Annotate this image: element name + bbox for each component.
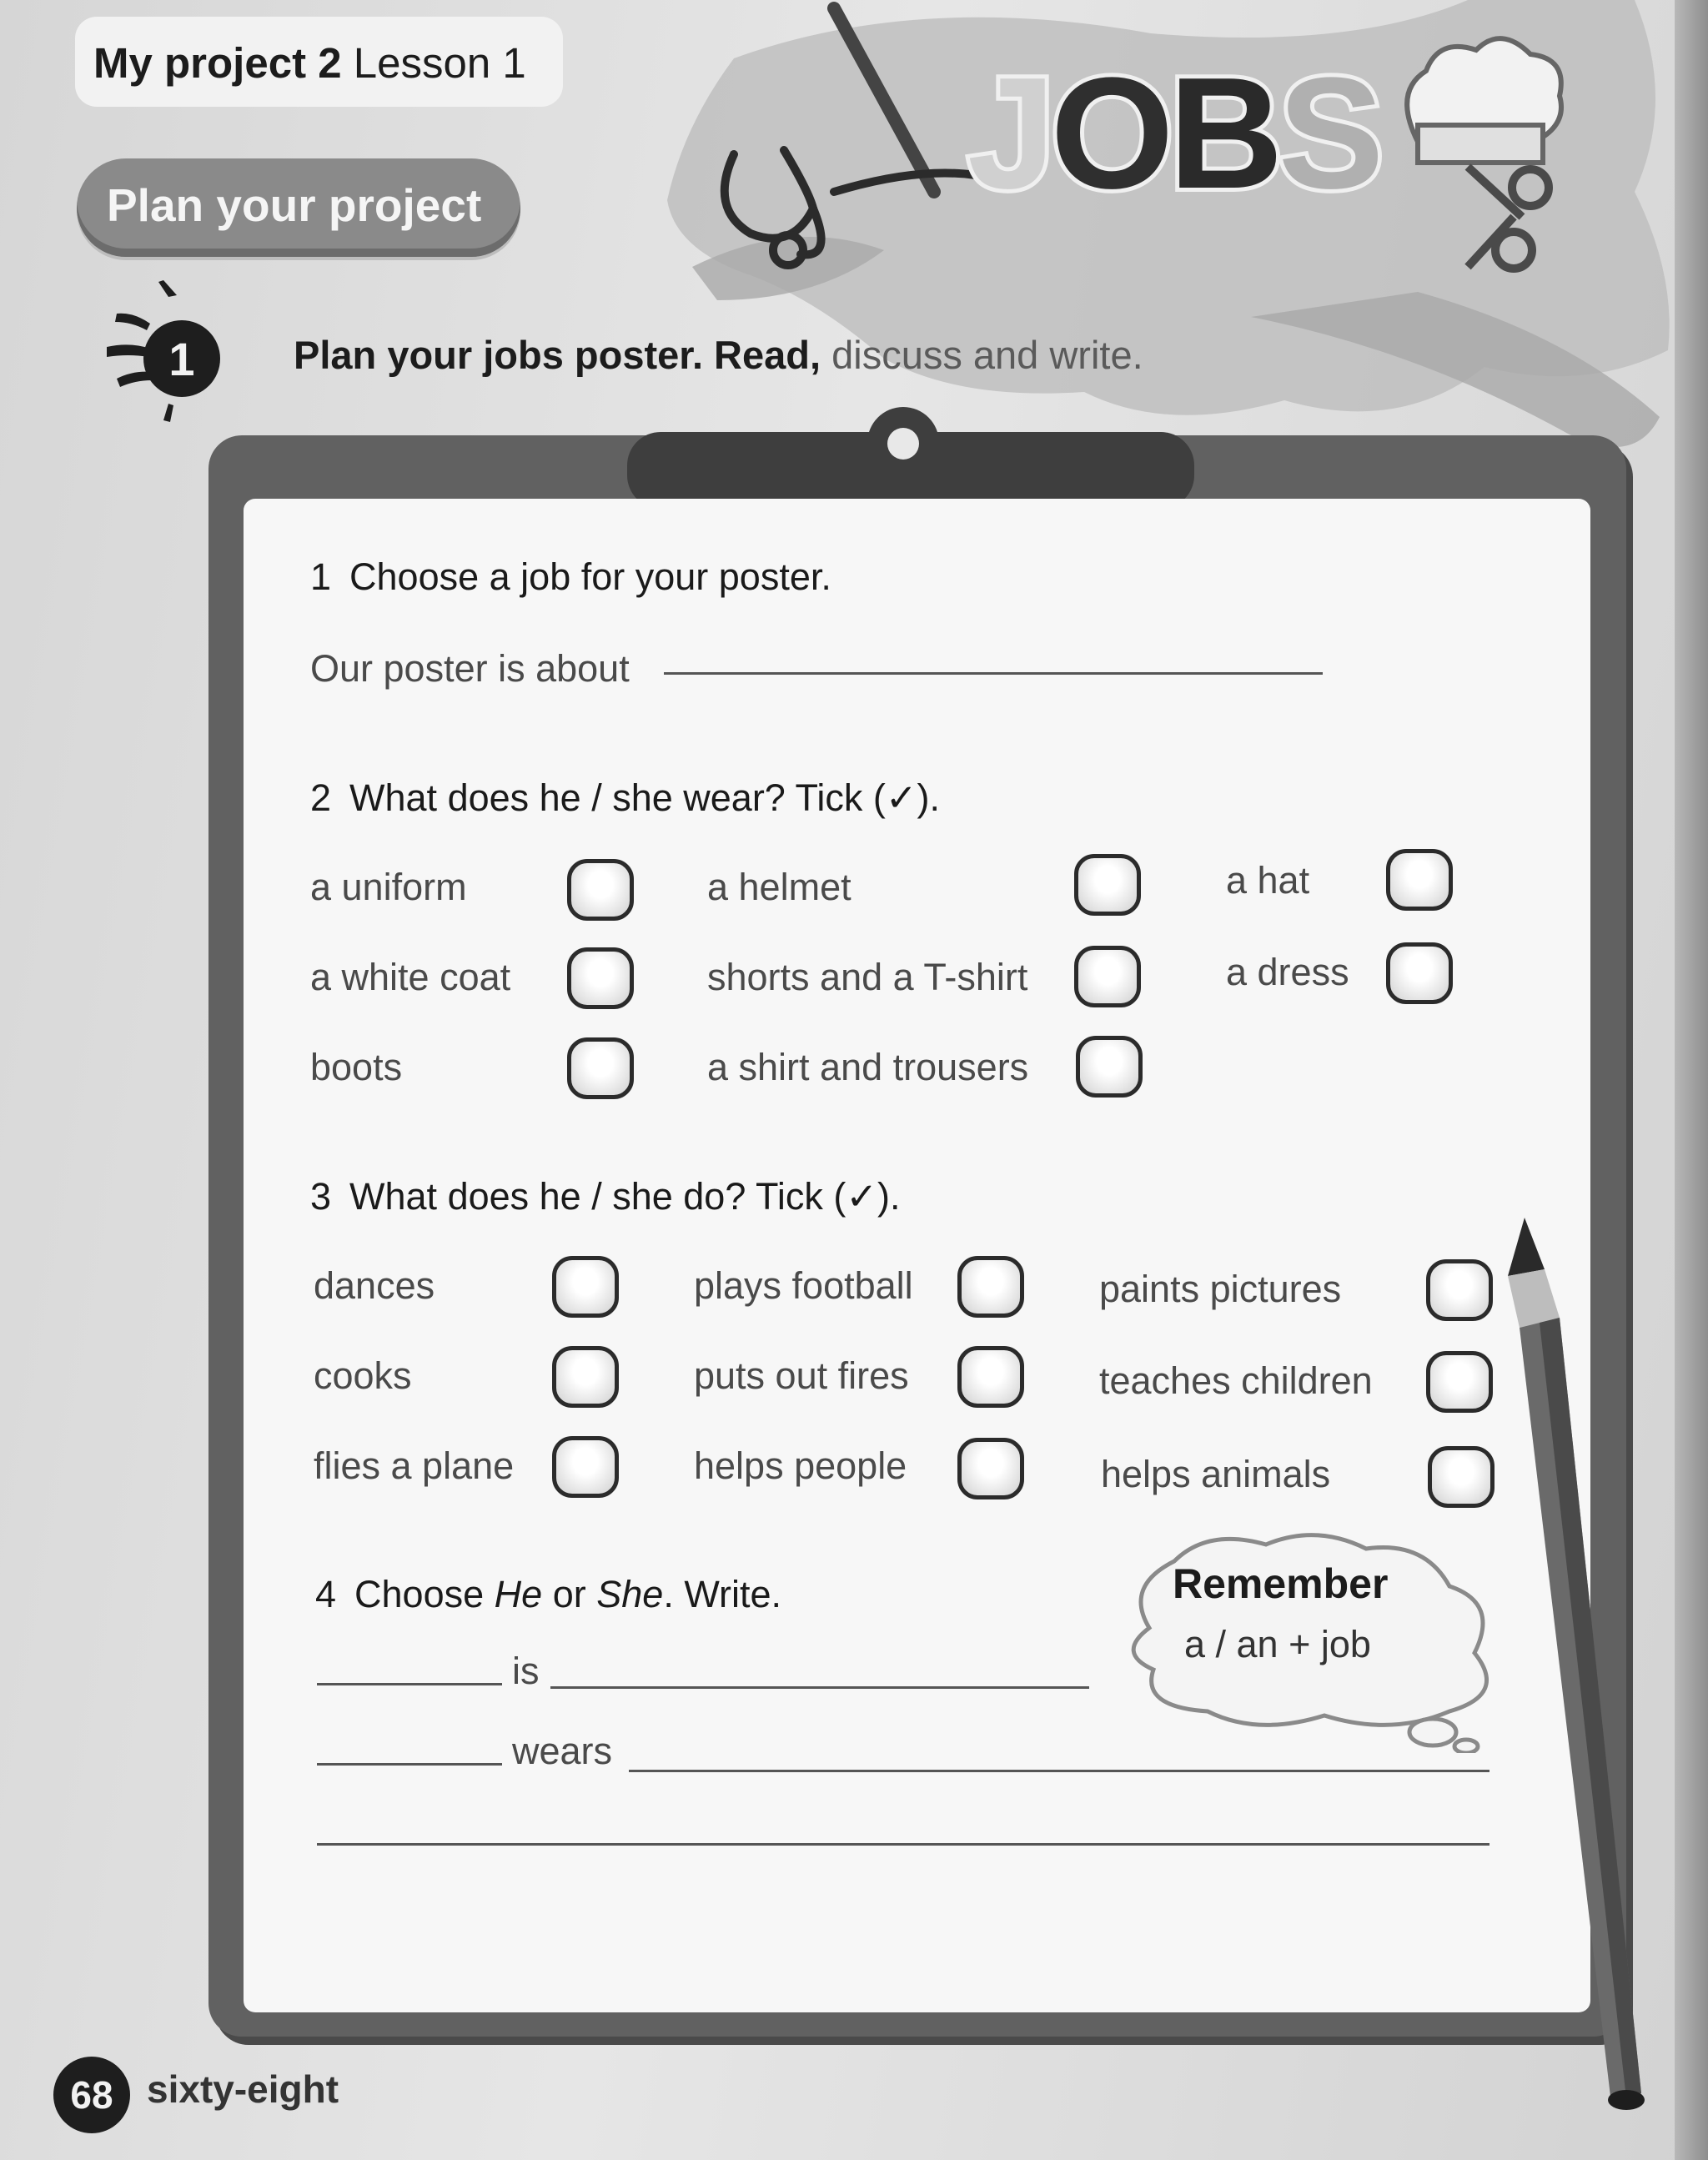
pronoun-answer-line-2[interactable] [317, 1763, 502, 1766]
tick-box-uniform[interactable] [567, 859, 634, 921]
tick-box-dress[interactable] [1386, 942, 1453, 1004]
tick-box-teaches-children[interactable] [1426, 1351, 1493, 1413]
remember-title: Remember [1173, 1560, 1389, 1607]
tick-box-flies-plane[interactable] [552, 1436, 619, 1498]
extra-answer-line[interactable] [317, 1843, 1489, 1846]
tick-box-cooks[interactable] [552, 1346, 619, 1408]
tick-box-hat[interactable] [1386, 849, 1453, 911]
tick-box-shorts-tshirt[interactable] [1074, 946, 1141, 1007]
remember-rule: a / an + job [1184, 1623, 1371, 1665]
clothes-answer-line[interactable] [629, 1770, 1489, 1772]
poster-about-answer-line[interactable] [664, 672, 1323, 675]
poster-about-prompt: Our poster is about [310, 647, 630, 690]
svg-text:JOBS: JOBS [967, 45, 1379, 222]
tick-box-paints-pictures[interactable] [1426, 1259, 1493, 1321]
job-answer-line[interactable] [550, 1686, 1089, 1689]
tick-box-white-coat[interactable] [567, 947, 634, 1009]
plan-your-project-label: Plan your project [107, 179, 482, 231]
do-option-label: plays football [694, 1264, 913, 1307]
tick-box-dances[interactable] [552, 1256, 619, 1318]
tick-box-boots[interactable] [567, 1037, 634, 1099]
section-1-heading: 1 Choose a job for your poster. [310, 555, 831, 598]
hand-number-icon [100, 280, 225, 422]
svg-text:1: 1 [168, 333, 195, 385]
do-option-label: helps animals [1101, 1453, 1331, 1495]
do-option-label: cooks [314, 1354, 412, 1397]
wear-option-label: a white coat [310, 956, 511, 998]
page-number-words: sixty-eight [147, 2067, 339, 2111]
tick-box-helmet[interactable] [1074, 854, 1141, 916]
lesson-header-title: My project 2 Lesson 1 [93, 39, 526, 87]
task-instruction: Plan your jobs poster. Read, discuss and write. [294, 333, 1143, 377]
page-number-badge: 68 [53, 2057, 130, 2133]
section-4-heading: 4 Choose He or She. Write. [315, 1573, 781, 1615]
wear-option-label: boots [310, 1046, 403, 1088]
tick-box-plays-football[interactable] [957, 1256, 1024, 1318]
wear-option-label: a uniform [310, 866, 467, 908]
do-option-label: teaches children [1099, 1359, 1373, 1402]
plan-your-project-banner [77, 158, 520, 257]
wear-option-label: shorts and a T-shirt [707, 956, 1028, 998]
worksheet-paper [244, 499, 1590, 2012]
do-option-label: puts out fires [694, 1354, 909, 1397]
clipboard-clip-hole [887, 428, 919, 460]
do-option-label: flies a plane [314, 1444, 515, 1487]
wear-option-label: a shirt and trousers [707, 1046, 1029, 1088]
wear-option-label: a dress [1226, 951, 1349, 993]
section-2-heading: 2 What does he / she wear? Tick (✓). [310, 776, 941, 819]
wear-option-label: a hat [1226, 859, 1310, 902]
do-option-label: paints pictures [1099, 1268, 1342, 1310]
section-3-heading: 3 What does he / she do? Tick (✓). [310, 1175, 901, 1218]
tick-box-shirt-trousers[interactable] [1076, 1036, 1143, 1098]
pencil-icon [1493, 1218, 1668, 2118]
wears-label: wears [512, 1730, 613, 1772]
wear-option-label: a helmet [707, 866, 851, 908]
tick-box-helps-people[interactable] [957, 1438, 1024, 1499]
tick-box-puts-out-fires[interactable] [957, 1346, 1024, 1408]
tick-box-helps-animals[interactable] [1428, 1446, 1494, 1508]
is-label: is [512, 1650, 540, 1692]
do-option-label: dances [314, 1264, 435, 1307]
do-option-label: helps people [694, 1444, 907, 1487]
pronoun-answer-line-1[interactable] [317, 1683, 502, 1685]
